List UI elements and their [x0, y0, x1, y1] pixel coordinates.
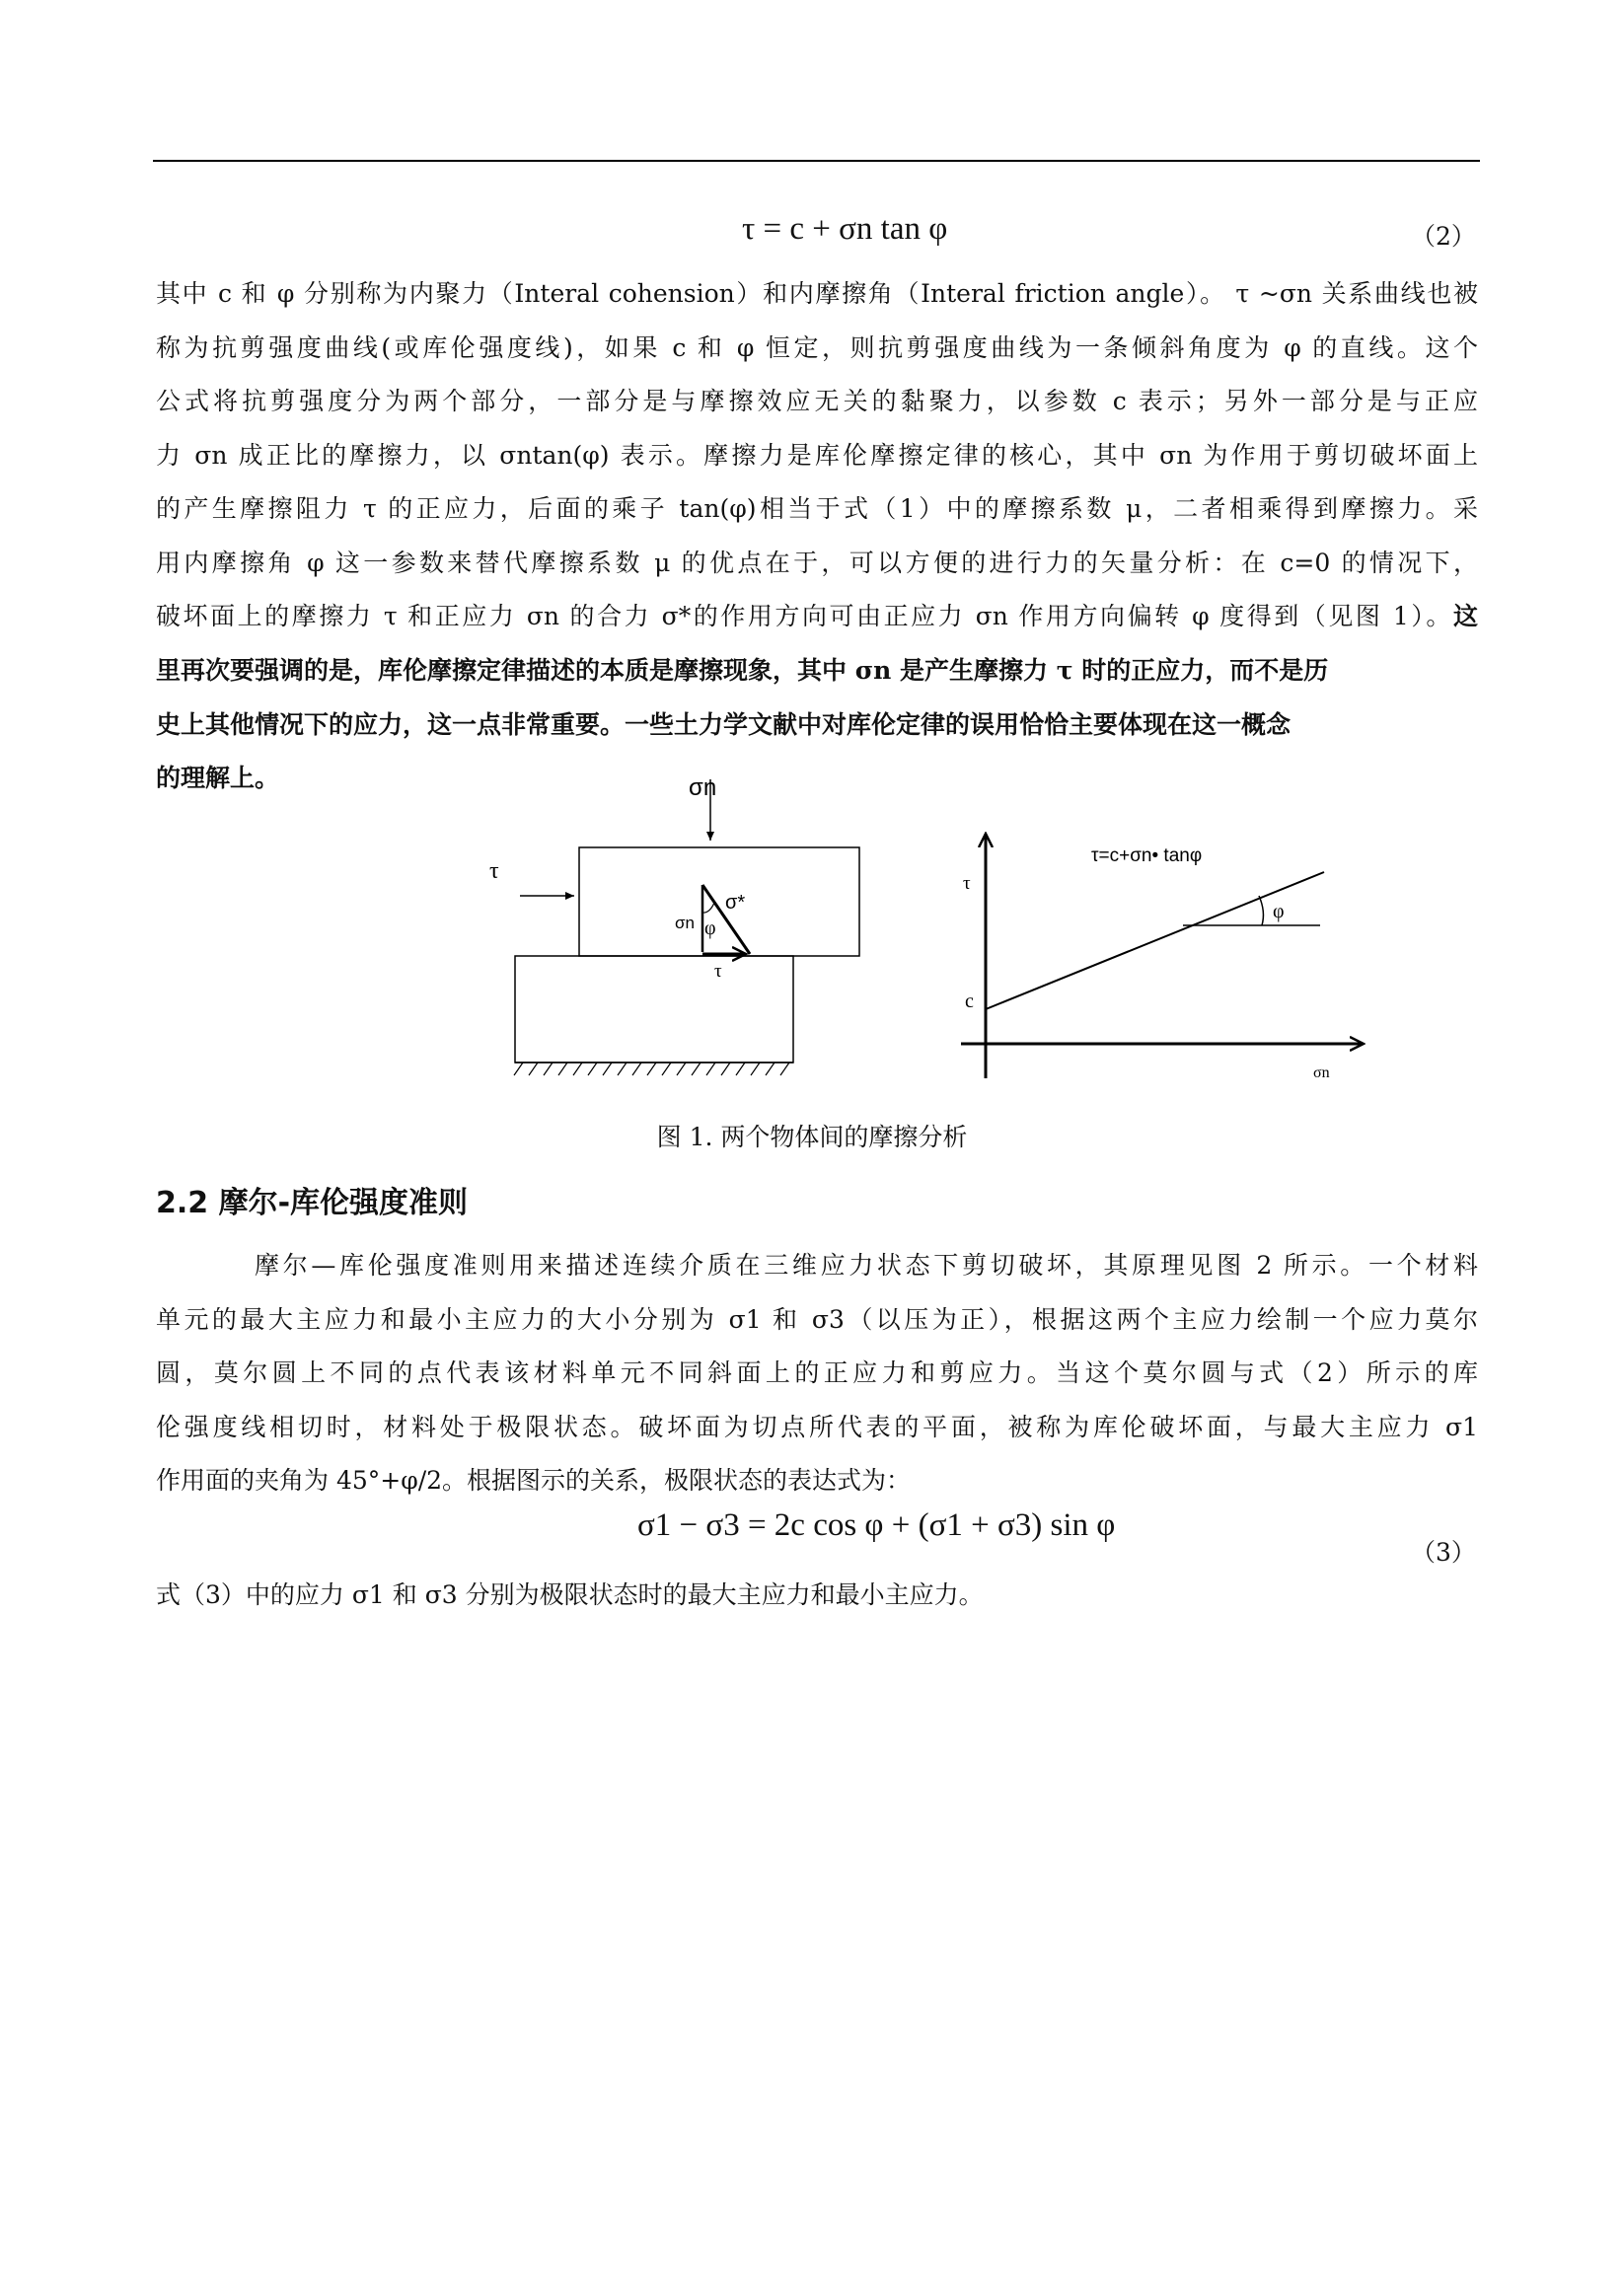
para1-line: 的产生摩擦阻力 τ 的正应力，后面的乘子 tan(φ)相当于式（1）中的摩擦系数 μ，二者相乘得到摩擦力。采 — [156, 494, 1478, 523]
para1-line: 用内摩擦角 φ 这一参数来替代摩擦系数 μ 的优点在于，可以方便的进行力的矢量分析：在 c=0 的情况下， — [156, 548, 1478, 577]
lower-block — [515, 956, 793, 1063]
para1-bold-line: 里再次要强调的是，库伦摩擦定律描述的本质是摩擦现象，其中 σn 是产生摩擦力 τ 时的正应力，而不是历 — [156, 656, 1329, 685]
phi-label: φ — [704, 917, 716, 939]
figure-caption: 图 1. 两个物体间的摩擦分析 — [656, 1123, 968, 1151]
equation-3-number: （3） — [1411, 1538, 1476, 1567]
para3-line: 式（3）中的应力 σ1 和 σ3 分别为极限状态时的最大主应力和最小主应力。 — [156, 1580, 984, 1609]
section-heading: 2.2 摩尔-库伦强度准则 — [156, 1186, 469, 1220]
equation-3: σ1 − σ3 = 2c cos φ + (σ1 + σ3) sin φ — [637, 1507, 1116, 1543]
paragraph-3 — [156, 1569, 1478, 1623]
para2-line: 作用面的夹角为 45°+φ/2。根据图示的关系，极限状态的表达式为： — [156, 1466, 912, 1495]
ground-hatch — [514, 1063, 789, 1075]
para1-line: 其中 c 和 φ 分别称为内聚力（Interal cohension）和内摩擦角（Interal friction angle）。 τ ~σn 关系曲线也被 — [156, 279, 1478, 308]
x-axis-label: σn — [1313, 1064, 1330, 1081]
equation-2: τ = c + σn tan φ — [742, 211, 948, 247]
angle-arc — [702, 903, 714, 913]
phi-angle-label: φ — [1273, 901, 1285, 922]
y-axis-label: τ — [963, 873, 971, 894]
strength-line — [986, 872, 1324, 1009]
para2-line: 摩尔—库伦强度准则用来描述连续介质在三维应力状态下剪切破坏，其原理见图 2 所示。一个材料 — [255, 1251, 1478, 1280]
sigma-star-label: σ* — [725, 892, 746, 914]
para1-line: 公式将抗剪强度分为两个部分，一部分是与摩擦效应无关的黏聚力，以参数 c 表示；另外一部分是与正应 — [156, 387, 1478, 415]
para2-line: 单元的最大主应力和最小主应力的大小分别为 σ1 和 σ3（以压为正），根据这两个主应力绘制一个应力莫尔 — [156, 1304, 1478, 1334]
tau-label: τ — [489, 858, 499, 884]
formula-label: τ=c+σn• tanφ — [1091, 845, 1203, 866]
intercept-label: c — [965, 990, 974, 1012]
paragraph-2 — [156, 1239, 1478, 1454]
para1-line: 称为抗剪强度曲线(或库伦强度线)，如果 c 和 φ 恒定，则抗剪强度曲线为一条倾斜角度为 φ 的直线。这个 — [156, 332, 1478, 362]
sigma-n-small-label: σn — [675, 914, 695, 932]
paragraph-2-last — [156, 1454, 1478, 1508]
para1-bold-start: 这 — [1452, 602, 1478, 630]
para2-line: 伦强度线相切时，材料处于极限状态。破坏面为切点所代表的平面，被称为库伦破坏面，与最大主应力 σ1 — [156, 1412, 1478, 1441]
figure-1 — [0, 0, 1624, 1115]
tau-small-label: τ — [714, 961, 722, 982]
block-diagram — [489, 774, 859, 1075]
para1-bold-line: 史上其他情况下的应力，这一点非常重要。一些土力学文献中对库伦定律的误用恰恰主要体现在这一概念 — [156, 709, 1292, 739]
para1-plain-text: 破坏面上的摩擦力 τ 和正应力 σn 的合力 σ*的作用方向可由正应力 σn 作用方向偏转 φ 度得到（见图 1）。 — [156, 602, 1453, 630]
strength-plot — [961, 834, 1364, 1081]
para2-line: 圆，莫尔圆上不同的点代表该材料单元不同斜面上的正应力和剪应力。当这个莫尔圆与式（2）所示的库 — [156, 1358, 1478, 1387]
phi-arc — [1259, 896, 1263, 925]
para1-bold-line: 的理解上。 — [156, 764, 280, 792]
upper-block — [579, 847, 859, 956]
equation-2-number: （2） — [1411, 222, 1476, 251]
sigma-n-label: σn — [689, 774, 717, 801]
para1-line: 力 σn 成正比的摩擦力，以 σntan(φ) 表示。摩擦力是库伦摩擦定律的核心，其中 σn 为作用于剪切破坏面上 — [156, 440, 1478, 470]
